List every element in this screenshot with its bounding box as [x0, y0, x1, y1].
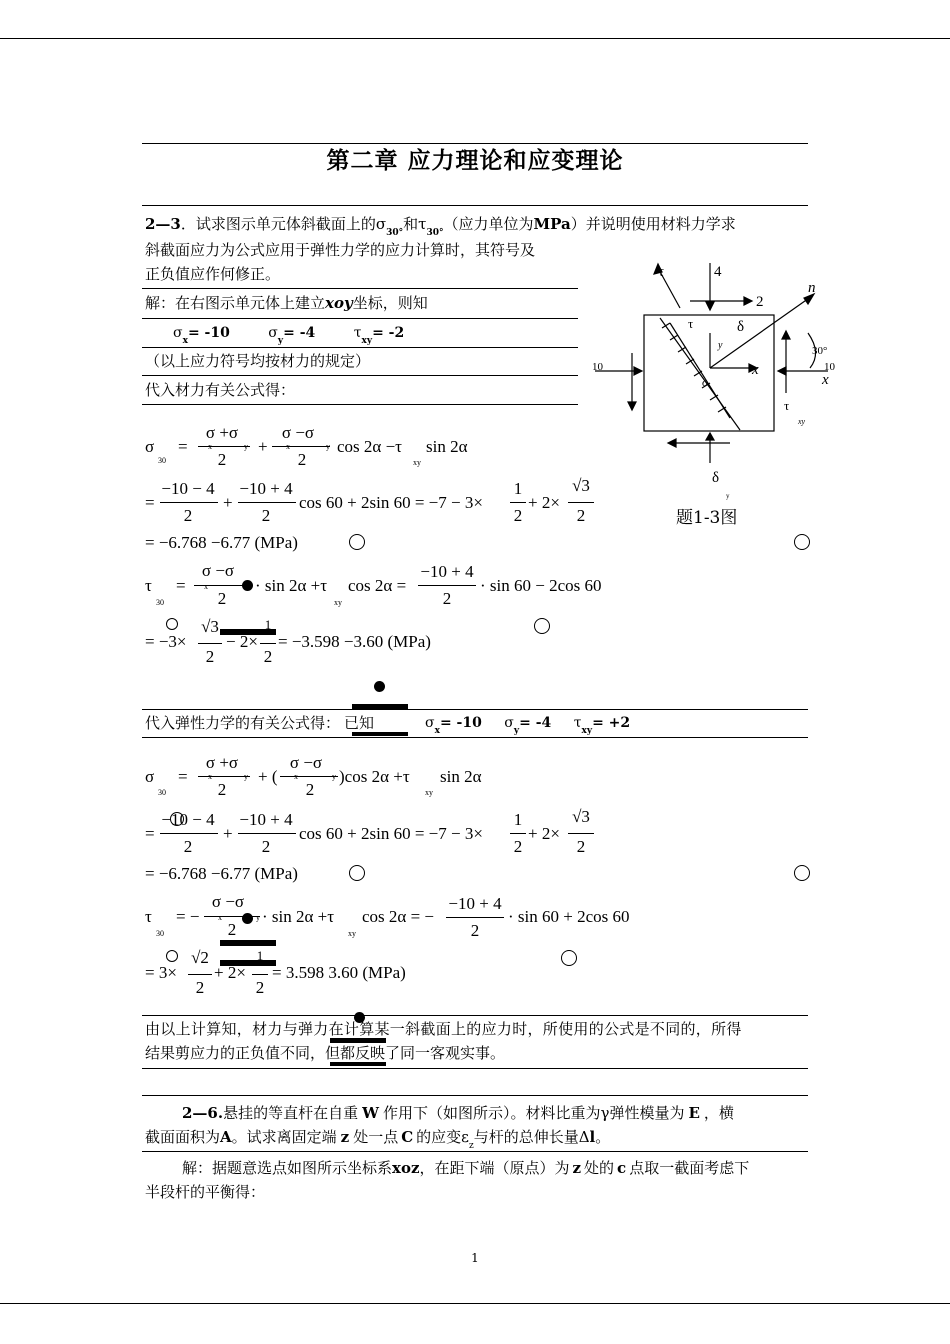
- frac: 2: [261, 837, 271, 856]
- fig-tau-xy: τ: [784, 398, 790, 413]
- plus: +: [223, 493, 233, 512]
- sub-label: 30: [156, 929, 164, 938]
- frac: 1: [513, 479, 523, 498]
- dot-mark: [374, 681, 385, 692]
- frac-bar: [198, 643, 222, 644]
- fig-n: n: [808, 280, 816, 296]
- frac: 2: [297, 450, 307, 469]
- fig-two: 2: [756, 294, 764, 310]
- problem-2-6-line1: 2—6.悬挂的等直杆在自重 W 作用下（如图所示）。材料比重为γ弹性模量为 E ，横: [182, 1104, 734, 1122]
- fig-x-axis: x: [752, 362, 759, 378]
- frac-bar: [198, 776, 250, 777]
- equals: =: [176, 576, 186, 595]
- sub-label: x: [218, 913, 222, 922]
- rule: [142, 1095, 808, 1096]
- frac: −10 + 4: [239, 810, 293, 829]
- elastic-intro: 代入弹性力学的有关公式得： 已知: [145, 714, 375, 732]
- fig-tau-in: τ: [688, 316, 694, 331]
- conclusion-line1: 由以上计算知，材力与弹力在计算某一斜截面上的应力时，所使用的公式是不同的，所得: [145, 1020, 742, 1038]
- solution-intro: 解：在右图示单元体上建立xoy坐标，则知: [145, 294, 428, 312]
- eq4-result: = 3.598 3.60 (MPa): [272, 963, 406, 982]
- frac-bar: [446, 917, 504, 918]
- frac: σ −σ: [201, 561, 235, 580]
- substitute-intro: 代入材力有关公式得：: [145, 381, 296, 399]
- frac: 2: [205, 647, 215, 666]
- frac: √3: [572, 807, 590, 826]
- frac-bar: [252, 974, 268, 975]
- conclusion-line2: 结果剪应力的正负值不同，但都反映了同一客观实事。: [145, 1044, 506, 1062]
- frac: −10 + 4: [420, 562, 474, 581]
- circle-mark: [166, 618, 178, 630]
- rule: [142, 1151, 808, 1152]
- frac: 1: [513, 810, 523, 829]
- plus: +: [223, 824, 233, 843]
- sub-label: xy: [348, 929, 356, 938]
- sub-label: x: [208, 772, 212, 781]
- fig-ten-right: 10: [824, 361, 835, 373]
- sub-label: y: [244, 442, 248, 451]
- eq4-line1-end: · sin 60 + 2cos 60: [508, 907, 630, 926]
- frac-bar: [238, 833, 296, 834]
- frac-bar: [260, 643, 276, 644]
- circle-mark: [534, 618, 550, 634]
- sigma-lhs: σ: [145, 767, 155, 786]
- frac: √3: [201, 617, 219, 636]
- fig-ten-left: 10: [592, 361, 603, 373]
- redaction-bar: [352, 704, 408, 710]
- fig-delta: δ: [737, 319, 745, 335]
- eq1-line1-end: sin 2α: [426, 437, 468, 456]
- fig-y: y: [718, 340, 723, 351]
- frac: 2: [513, 506, 523, 525]
- frac-bar: [568, 833, 594, 834]
- frac-bar: [510, 833, 526, 834]
- fig-thirty: 30°: [812, 345, 828, 357]
- rule: [142, 737, 808, 738]
- plus-paren: + (: [258, 767, 278, 786]
- problem-2-3-line3: 正负值应作何修正。: [145, 265, 281, 283]
- rule: [142, 1015, 808, 1016]
- frac-bar: [510, 502, 526, 503]
- given-stresses-2: $\sigma_x= -10$ $\sigma_y= -4$ $\tau_{xy}= +2$: [425, 715, 631, 736]
- circle-mark: [794, 534, 810, 550]
- plus-2x: + 2×: [214, 963, 246, 982]
- fig-o: o: [702, 375, 708, 389]
- plus-2x: + 2×: [528, 493, 560, 512]
- eq1-result: = −6.768 −6.77 (MPa): [145, 533, 298, 552]
- circle-mark: [349, 534, 365, 550]
- frac-bar: [568, 502, 594, 503]
- rule: [142, 404, 578, 405]
- eq1-lhs: σ: [145, 437, 155, 456]
- equals: =: [178, 767, 188, 786]
- equals-3x: = −3×: [145, 632, 187, 651]
- eq2-line1-mid: · sin 2α +τ: [255, 576, 328, 595]
- frac: 2: [513, 837, 523, 856]
- redaction-bar: [220, 940, 276, 946]
- sub-label: y: [256, 913, 260, 922]
- rule: [142, 318, 578, 319]
- frac: 1: [264, 617, 272, 632]
- sub-label: x: [286, 442, 290, 451]
- sub-label: y: [326, 442, 330, 451]
- circle-mark: [166, 950, 178, 962]
- frac: σ +σ: [205, 753, 239, 772]
- frac: 2: [217, 450, 227, 469]
- frac: 2: [217, 589, 227, 608]
- fig-xy: xy: [798, 417, 806, 426]
- frac: 2: [305, 780, 315, 799]
- sub-label: x: [204, 582, 208, 591]
- fig-delta-b: δ: [712, 470, 720, 486]
- sub-label: y: [332, 772, 336, 781]
- eq4-line1-right: cos 2α = −: [362, 907, 434, 926]
- frac: 1: [256, 948, 264, 963]
- redaction-bar: [352, 732, 408, 736]
- page-number: 1: [471, 1251, 479, 1265]
- plus-2x: + 2×: [528, 824, 560, 843]
- sub-label: xy: [413, 458, 421, 467]
- frac: −10 − 4: [161, 479, 215, 498]
- eq1-line2-mid: cos 60 + 2sin 60 = −7 − 3×: [299, 493, 483, 512]
- rule: [142, 709, 808, 710]
- sub-label: x: [208, 442, 212, 451]
- tau-lhs: τ: [145, 576, 152, 595]
- sub-label: xy: [425, 788, 433, 797]
- frac: 2: [195, 978, 205, 997]
- dot-mark: [242, 580, 253, 591]
- eq2-line1-end: · sin 60 − 2cos 60: [480, 576, 602, 595]
- sub-label: 30: [158, 788, 166, 797]
- element-figure: [590, 258, 850, 528]
- frac-bar: [418, 585, 476, 586]
- problem-2-6-solution2: 半段杆的平衡得：: [145, 1183, 266, 1201]
- frac: 2: [183, 506, 193, 525]
- frac-bar: [198, 446, 250, 447]
- problem-2-3-line1: 2—3．试求图示单元体斜截面上的$\sigma_{30^\circ}$和$\tau_{30^\circ}$（应力单位为MPa）并说明使用材料力学求: [145, 215, 736, 238]
- given-stresses-1: $\sigma_x= -10$ $\sigma_y= -4$ $\tau_{xy}= -2$: [173, 325, 405, 346]
- fig-four: 4: [714, 264, 722, 280]
- eq1-line1-right: cos 2α −τ: [337, 437, 402, 456]
- sub-label: x: [294, 772, 298, 781]
- eq3-line1-end: sin 2α: [440, 767, 482, 786]
- frac: −10 + 4: [448, 894, 502, 913]
- frac: σ −σ: [281, 423, 315, 442]
- frac: σ −σ: [211, 892, 245, 911]
- equals-3x: = 3×: [145, 963, 177, 982]
- frac: √3: [572, 476, 590, 495]
- frac-bar: [238, 502, 296, 503]
- sub-label: 30: [156, 598, 164, 607]
- equals: =: [178, 437, 188, 456]
- frac: 2: [263, 647, 273, 666]
- frac: 2: [442, 589, 452, 608]
- redaction-bar: [330, 1062, 386, 1066]
- eq2-result: = −3.598 −3.60 (MPa): [278, 632, 431, 651]
- frac: 2: [255, 978, 265, 997]
- frac: −10 − 4: [161, 810, 215, 829]
- sign-note: （以上应力符号均按材力的规定）: [145, 352, 371, 370]
- frac: 2: [227, 920, 237, 939]
- problem-2-6-solution1: 解：据题意选点如图所示坐标系xoz，在距下端（原点）为 z 处的 c 点取一截面考虑下: [182, 1159, 750, 1177]
- frac: 2: [183, 837, 193, 856]
- fig-y-b: y: [726, 492, 730, 500]
- frac-bar: [280, 776, 338, 777]
- minus-2x: − 2×: [226, 632, 258, 651]
- chapter-title: 第二章 应力理论和应变理论: [326, 147, 624, 174]
- title-underline: [142, 205, 808, 206]
- bottom-rule: [0, 1303, 950, 1304]
- circle-mark: [794, 865, 810, 881]
- tau-lhs: τ: [145, 907, 152, 926]
- eq2-line1-right: cos 2α =: [348, 576, 407, 595]
- fig-x-right: x: [822, 372, 829, 388]
- frac-bar: [188, 974, 212, 975]
- rule: [142, 375, 578, 376]
- frac-bar: [160, 833, 218, 834]
- eq3-line1-right: )cos 2α +τ: [339, 767, 410, 786]
- rule: [142, 347, 578, 348]
- frac-bar: [272, 446, 330, 447]
- frac: 2: [217, 780, 227, 799]
- equals: =: [145, 493, 155, 512]
- eq3-line2-mid: cos 60 + 2sin 60 = −7 − 3×: [299, 824, 483, 843]
- frac: σ +σ: [205, 423, 239, 442]
- problem-2-3-line2: 斜截面应力为公式应用于弹性力学的应力计算时，其符号及: [145, 241, 536, 259]
- frac: 2: [576, 837, 586, 856]
- circle-mark: [349, 865, 365, 881]
- sub-label: xy: [334, 598, 342, 607]
- frac: σ −σ: [289, 753, 323, 772]
- circle-mark: [561, 950, 577, 966]
- frac-bar: [160, 502, 218, 503]
- sub-label: y: [244, 772, 248, 781]
- frac: 2: [470, 921, 480, 940]
- sub-label: 30: [158, 456, 166, 465]
- rule: [142, 1068, 808, 1069]
- frac: √2: [191, 948, 209, 967]
- frac: 2: [261, 506, 271, 525]
- equals: =: [145, 824, 155, 843]
- dot-mark: [242, 913, 253, 924]
- plus: +: [258, 437, 268, 456]
- frac: −10 + 4: [239, 479, 293, 498]
- equals-minus: = −: [176, 907, 200, 926]
- top-rule: [0, 38, 950, 39]
- eq3-result: = −6.768 −6.77 (MPa): [145, 864, 298, 883]
- frac-bar: [194, 585, 246, 586]
- figure-caption: 题1-3图: [676, 508, 738, 528]
- rule: [142, 288, 578, 289]
- eq4-line1-mid: · sin 2α +τ: [262, 907, 335, 926]
- frac: 2: [576, 506, 586, 525]
- fig-tau-top: τ: [658, 264, 665, 280]
- problem-2-6-line2: 截面面积为A。试求离固定端 z 处一点 C 的应变$\varepsilon_z$与杆的总伸长量Δl。: [145, 1128, 611, 1151]
